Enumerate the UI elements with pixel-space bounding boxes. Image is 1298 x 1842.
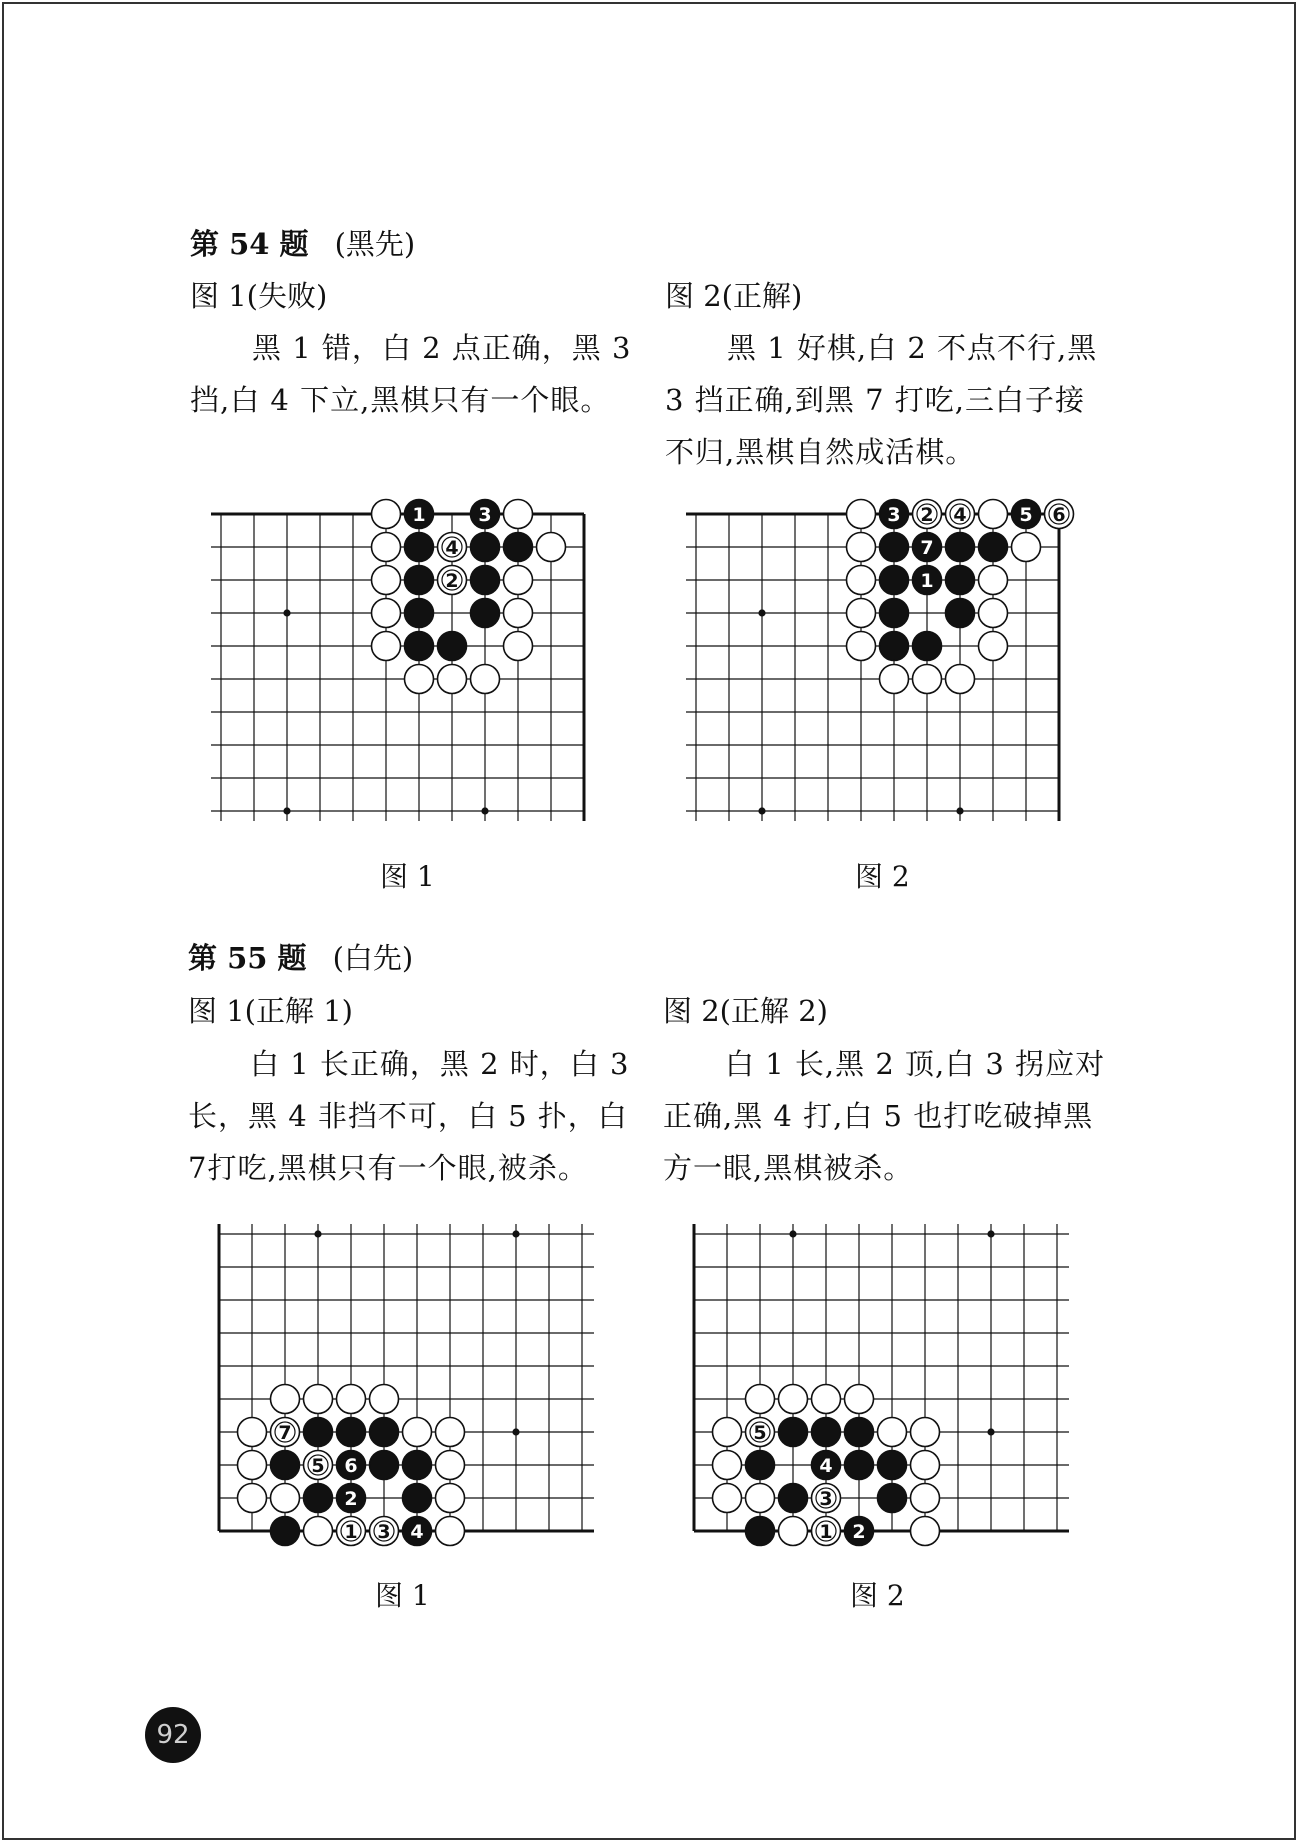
- p55-fig1-caption: 图 1: [375, 1579, 430, 1612]
- p55-fig2-heading: 图 2(正解 2): [663, 994, 828, 1028]
- white-stone: [812, 1484, 841, 1513]
- text-line: 白 1 长,黑 2 顶,白 3 拐应对: [725, 1047, 1106, 1081]
- go-board-p54-fig2: [690, 500, 1090, 840]
- white-stone: [238, 1418, 267, 1447]
- white-stone: [271, 1484, 300, 1513]
- black-stone: [913, 566, 942, 595]
- star-point: [512, 1428, 519, 1435]
- white-stone: [847, 599, 876, 628]
- move-number: 4: [445, 537, 459, 559]
- star-point: [283, 807, 290, 814]
- black-stone: [304, 1484, 333, 1513]
- white-stone: [403, 1418, 432, 1447]
- text-line: 7打吃,黑棋只有一个眼,被杀。: [188, 1151, 588, 1185]
- black-stone: [880, 632, 909, 661]
- problem-54-number: 第 54 题: [190, 227, 309, 261]
- text-line: 方一眼,黑棋被杀。: [663, 1151, 914, 1185]
- p54-fig1-caption: 图 1: [380, 860, 435, 893]
- white-stone: [878, 1418, 907, 1447]
- p55-fig1-heading: 图 1(正解 1): [188, 994, 353, 1028]
- white-stone: [911, 1517, 940, 1546]
- white-stone: [1012, 533, 1041, 562]
- white-stone: [372, 566, 401, 595]
- black-stone: [471, 500, 500, 529]
- p54-fig1-heading: 图 1(失败): [190, 279, 328, 313]
- move-number: 7: [920, 537, 934, 559]
- p54-fig2-caption: 图 2: [855, 860, 910, 893]
- move-number: 1: [412, 504, 426, 526]
- p54-fig1-text: [190, 322, 631, 426]
- black-stone: [845, 1451, 874, 1480]
- problem-55-title: [188, 941, 414, 975]
- black-stone: [946, 533, 975, 562]
- move-number: 2: [852, 1521, 866, 1543]
- star-point: [283, 609, 290, 616]
- white-stone: [1045, 500, 1074, 529]
- black-stone: [304, 1418, 333, 1447]
- black-stone: [812, 1418, 841, 1447]
- problem-54-to-play: (黑先): [334, 227, 416, 261]
- black-stone: [471, 533, 500, 562]
- move-number: 6: [1052, 504, 1066, 526]
- black-stone: [403, 1517, 432, 1546]
- go-board-p54-fig1: [215, 500, 615, 840]
- move-number: 2: [920, 504, 934, 526]
- black-stone: [370, 1451, 399, 1480]
- white-stone: [370, 1517, 399, 1546]
- white-stone: [779, 1517, 808, 1546]
- text-line: 3 挡正确,到黑 7 打吃,三白子接: [665, 383, 1085, 417]
- white-stone: [304, 1517, 333, 1546]
- problem-55-number: 第 55 题: [188, 941, 307, 975]
- white-stone: [370, 1385, 399, 1414]
- text-line: 黑 1 好棋,白 2 不点不行,黑: [727, 331, 1098, 365]
- black-stone: [504, 533, 533, 562]
- star-point: [987, 1230, 994, 1237]
- white-stone: [847, 632, 876, 661]
- white-stone: [304, 1385, 333, 1414]
- white-stone: [504, 566, 533, 595]
- move-number: 3: [478, 504, 492, 526]
- black-stone: [946, 599, 975, 628]
- white-stone: [746, 1484, 775, 1513]
- move-number: 5: [311, 1455, 325, 1477]
- black-stone: [403, 1451, 432, 1480]
- black-stone: [845, 1418, 874, 1447]
- black-stone: [405, 566, 434, 595]
- text-line: 挡,白 4 下立,黑棋只有一个眼。: [190, 383, 611, 417]
- white-stone: [337, 1517, 366, 1546]
- white-stone: [946, 500, 975, 529]
- black-stone: [337, 1451, 366, 1480]
- white-stone: [979, 632, 1008, 661]
- white-stone: [911, 1418, 940, 1447]
- white-stone: [504, 632, 533, 661]
- white-stone: [911, 1484, 940, 1513]
- white-stone: [713, 1484, 742, 1513]
- white-stone: [913, 665, 942, 694]
- white-stone: [471, 665, 500, 694]
- white-stone: [337, 1385, 366, 1414]
- white-stone: [537, 533, 566, 562]
- white-stone: [238, 1451, 267, 1480]
- white-stone: [436, 1451, 465, 1480]
- black-stone: [337, 1418, 366, 1447]
- p55-fig2-text: [663, 1038, 1105, 1194]
- p55-fig2-caption: 图 2: [850, 1579, 905, 1612]
- white-stone: [979, 500, 1008, 529]
- white-stone: [812, 1517, 841, 1546]
- star-point: [956, 807, 963, 814]
- white-stone: [847, 566, 876, 595]
- black-stone: [880, 566, 909, 595]
- move-number: 4: [819, 1455, 833, 1477]
- white-stone: [779, 1385, 808, 1414]
- move-number: 5: [753, 1422, 767, 1444]
- text-line: 正确,黑 4 打,白 5 也打吃破掉黑: [663, 1099, 1094, 1133]
- problem-54-title: [190, 227, 416, 261]
- black-stone: [779, 1484, 808, 1513]
- white-stone: [405, 665, 434, 694]
- black-stone: [880, 500, 909, 529]
- move-number: 2: [344, 1488, 358, 1510]
- black-stone: [271, 1451, 300, 1480]
- black-stone: [271, 1517, 300, 1546]
- star-point: [789, 1230, 796, 1237]
- white-stone: [913, 500, 942, 529]
- text-line: 长，黑 4 非挡不可，白 5 扑，白: [188, 1099, 628, 1133]
- move-number: 6: [344, 1455, 358, 1477]
- book-page: [2, 2, 1296, 1840]
- star-point: [758, 807, 765, 814]
- white-stone: [436, 1517, 465, 1546]
- move-number: 3: [819, 1488, 833, 1510]
- p54-fig2-text: [665, 322, 1097, 478]
- star-point: [758, 609, 765, 616]
- white-stone: [372, 500, 401, 529]
- black-stone: [913, 533, 942, 562]
- black-stone: [405, 632, 434, 661]
- black-stone: [880, 599, 909, 628]
- star-point: [314, 1230, 321, 1237]
- star-point: [481, 807, 488, 814]
- white-stone: [979, 566, 1008, 595]
- move-number: 2: [445, 570, 459, 592]
- white-stone: [746, 1418, 775, 1447]
- black-stone: [746, 1517, 775, 1546]
- black-stone: [471, 566, 500, 595]
- white-stone: [436, 1418, 465, 1447]
- black-stone: [878, 1451, 907, 1480]
- white-stone: [504, 599, 533, 628]
- text-line: 黑 1 错，白 2 点正确，黑 3: [252, 331, 632, 365]
- black-stone: [779, 1418, 808, 1447]
- black-stone: [405, 533, 434, 562]
- star-point: [512, 1230, 519, 1237]
- text-line: 白 1 长正确，黑 2 时，白 3: [250, 1047, 630, 1081]
- move-number: 4: [410, 1521, 424, 1543]
- white-stone: [746, 1385, 775, 1414]
- move-number: 5: [1019, 504, 1033, 526]
- white-stone: [271, 1418, 300, 1447]
- white-stone: [372, 599, 401, 628]
- go-board-p55-fig1: [213, 1220, 613, 1560]
- board-grid: [219, 1224, 594, 1531]
- white-stone: [238, 1484, 267, 1513]
- black-stone: [946, 566, 975, 595]
- move-number: 1: [819, 1521, 833, 1543]
- black-stone: [913, 632, 942, 661]
- black-stone: [979, 533, 1008, 562]
- white-stone: [812, 1385, 841, 1414]
- move-number: 3: [887, 504, 901, 526]
- white-stone: [372, 533, 401, 562]
- white-stone: [438, 665, 467, 694]
- go-board-p55-fig2: [688, 1220, 1088, 1560]
- white-stone: [436, 1484, 465, 1513]
- white-stone: [979, 599, 1008, 628]
- black-stone: [880, 533, 909, 562]
- white-stone: [304, 1451, 333, 1480]
- page-number: 92: [145, 1707, 201, 1763]
- black-stone: [370, 1418, 399, 1447]
- white-stone: [438, 533, 467, 562]
- white-stone: [911, 1451, 940, 1480]
- star-point: [987, 1428, 994, 1435]
- board-grid: [694, 1224, 1069, 1531]
- white-stone: [880, 665, 909, 694]
- black-stone: [1012, 500, 1041, 529]
- move-number: 7: [278, 1422, 292, 1444]
- black-stone: [438, 632, 467, 661]
- black-stone: [812, 1451, 841, 1480]
- white-stone: [372, 632, 401, 661]
- white-stone: [438, 566, 467, 595]
- white-stone: [845, 1385, 874, 1414]
- p55-fig1-text: [188, 1038, 629, 1194]
- white-stone: [713, 1418, 742, 1447]
- move-number: 1: [920, 570, 934, 592]
- move-number: 1: [344, 1521, 358, 1543]
- problem-55-to-play: (白先): [332, 941, 414, 975]
- white-stone: [946, 665, 975, 694]
- move-number: 3: [377, 1521, 391, 1543]
- move-number: 4: [953, 504, 967, 526]
- black-stone: [405, 599, 434, 628]
- white-stone: [847, 500, 876, 529]
- black-stone: [845, 1517, 874, 1546]
- white-stone: [271, 1385, 300, 1414]
- text-line: 不归,黑棋自然成活棋。: [665, 435, 976, 469]
- black-stone: [405, 500, 434, 529]
- black-stone: [471, 599, 500, 628]
- white-stone: [713, 1451, 742, 1480]
- black-stone: [337, 1484, 366, 1513]
- black-stone: [878, 1484, 907, 1513]
- white-stone: [504, 500, 533, 529]
- black-stone: [746, 1451, 775, 1480]
- board-grid: [211, 514, 584, 821]
- p54-fig2-heading: 图 2(正解): [665, 279, 803, 313]
- white-stone: [847, 533, 876, 562]
- black-stone: [403, 1484, 432, 1513]
- board-grid: [686, 514, 1059, 821]
